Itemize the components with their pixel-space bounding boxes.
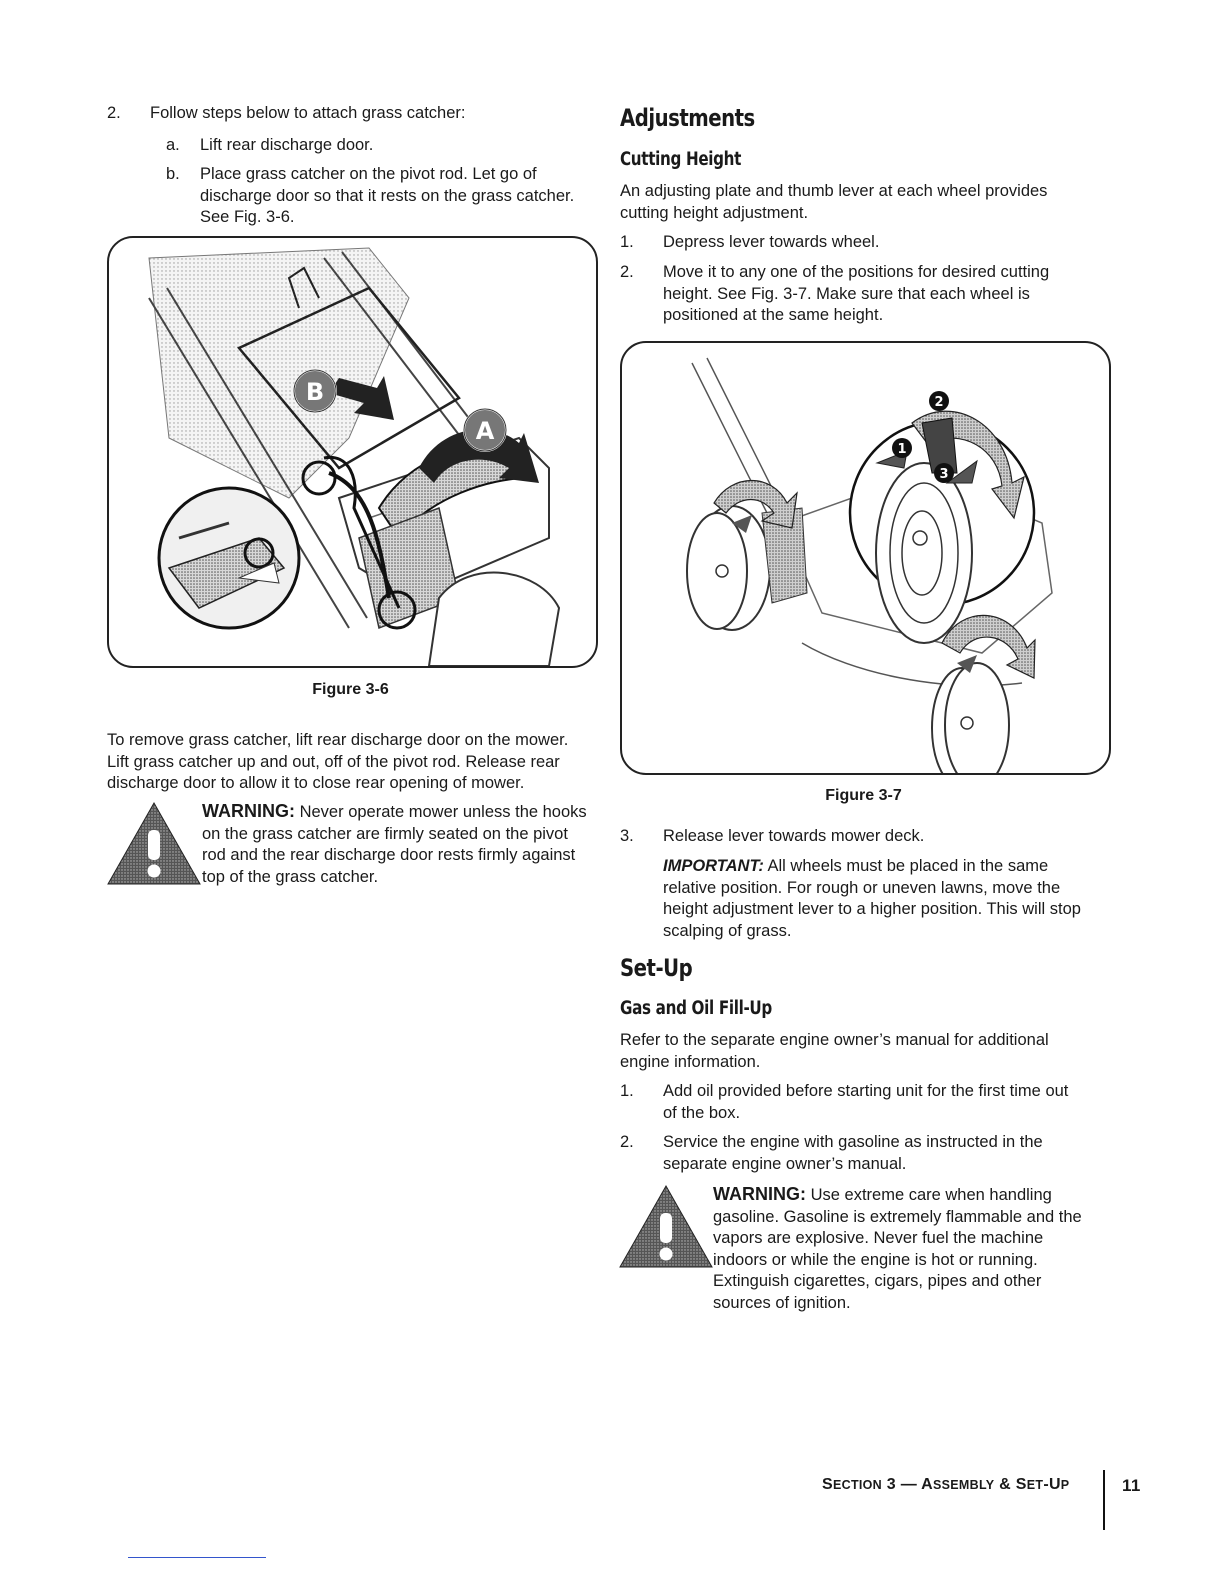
figure-3-7 <box>620 341 1111 775</box>
warning-title: WARNING: <box>713 1184 806 1204</box>
important-note: IMPORTANT: All wheels must be placed in the same relative position. For rough or uneven lawns, move the height adjustment lever to a higher position. This will stop scalping of grass. <box>663 857 1081 940</box>
substep-letter: b. <box>166 165 180 183</box>
footer-rule <box>128 1557 266 1558</box>
warning-icon <box>106 800 202 886</box>
figure-badge-2: 2 <box>934 395 944 410</box>
step-number: 2. <box>620 1133 634 1151</box>
step-number: 2. <box>620 263 634 281</box>
figure-caption: Figure 3-6 <box>312 681 389 698</box>
substep-text: Place grass catcher on the pivot rod. Let go of discharge door so that it rests on the grass catcher. See Fig. 3-6. <box>200 165 575 226</box>
figure-label-b: B <box>305 378 325 406</box>
step-text: Depress lever towards wheel. <box>663 233 880 251</box>
refer-paragraph: Refer to the separate engine owner’s manual for additional engine information. <box>620 1031 1049 1071</box>
grass-catcher-illustration <box>109 238 596 666</box>
adjustments-heading: Adjustments <box>620 104 755 132</box>
figure-badge-3: 3 <box>939 467 949 482</box>
substep-text: Lift rear discharge door. <box>200 136 374 154</box>
cutting-height-intro: An adjusting plate and thumb lever at each wheel provides cutting height adjustment. <box>620 182 1048 222</box>
step-text: Follow steps below to attach grass catcher: <box>150 104 466 122</box>
step-text: Move it to any one of the positions for desired cutting height. See Fig. 3-7. Make sure that each wheel is positioned at the same height. <box>663 263 1050 324</box>
figure-badge-1: 1 <box>897 442 907 457</box>
step-text: Service the engine with gasoline as instructed in the separate engine owner’s manual. <box>663 1133 1043 1173</box>
step-number: 1. <box>620 233 634 251</box>
warning-title: WARNING: <box>202 801 295 821</box>
figure-label-a: A <box>475 417 495 445</box>
step-text: Add oil provided before starting unit for the first time out of the box. <box>663 1082 1069 1122</box>
cutting-height-illustration <box>622 343 1109 773</box>
warning-icon <box>618 1183 714 1269</box>
remove-catcher-paragraph: To remove grass catcher, lift rear discharge door on the mower. Lift grass catcher up and out, off of the pivot rod. Release rear discharge door to allow it to close rear opening of mower. <box>107 731 569 792</box>
gas-oil-heading: Gas and Oil Fill-Up <box>620 998 772 1019</box>
step-number: 2. <box>107 104 121 122</box>
warning-text: WARNING: Use extreme care when handling gasoline. Gasoline is extremely flammable and the vapors are explosive. Never fuel the machine indoors or while the engine is hot or running. Extinguish cigarettes, cigars, pipes and other sources of ignition. <box>713 1184 1082 1312</box>
substep-letter: a. <box>166 136 180 154</box>
figure-caption: Figure 3-7 <box>825 787 902 804</box>
section-footer: SECTION 3 — ASSEMBLY & SET-UP <box>822 1476 1070 1493</box>
setup-heading: Set-Up <box>620 954 693 982</box>
footer-divider <box>1103 1470 1105 1530</box>
page-number: 11 <box>1122 1476 1141 1495</box>
step-number: 3. <box>620 827 634 845</box>
warning-text: WARNING: Never operate mower unless the hooks on the grass catcher are firmly seated on the pivot rod and the rear discharge door rests firmly against top of the grass catcher. <box>202 801 587 886</box>
step-text: Release lever towards mower deck. <box>663 827 925 845</box>
cutting-height-heading: Cutting Height <box>620 149 742 170</box>
figure-3-6 <box>107 236 598 668</box>
step-number: 1. <box>620 1082 634 1100</box>
important-label: IMPORTANT: <box>663 857 764 875</box>
